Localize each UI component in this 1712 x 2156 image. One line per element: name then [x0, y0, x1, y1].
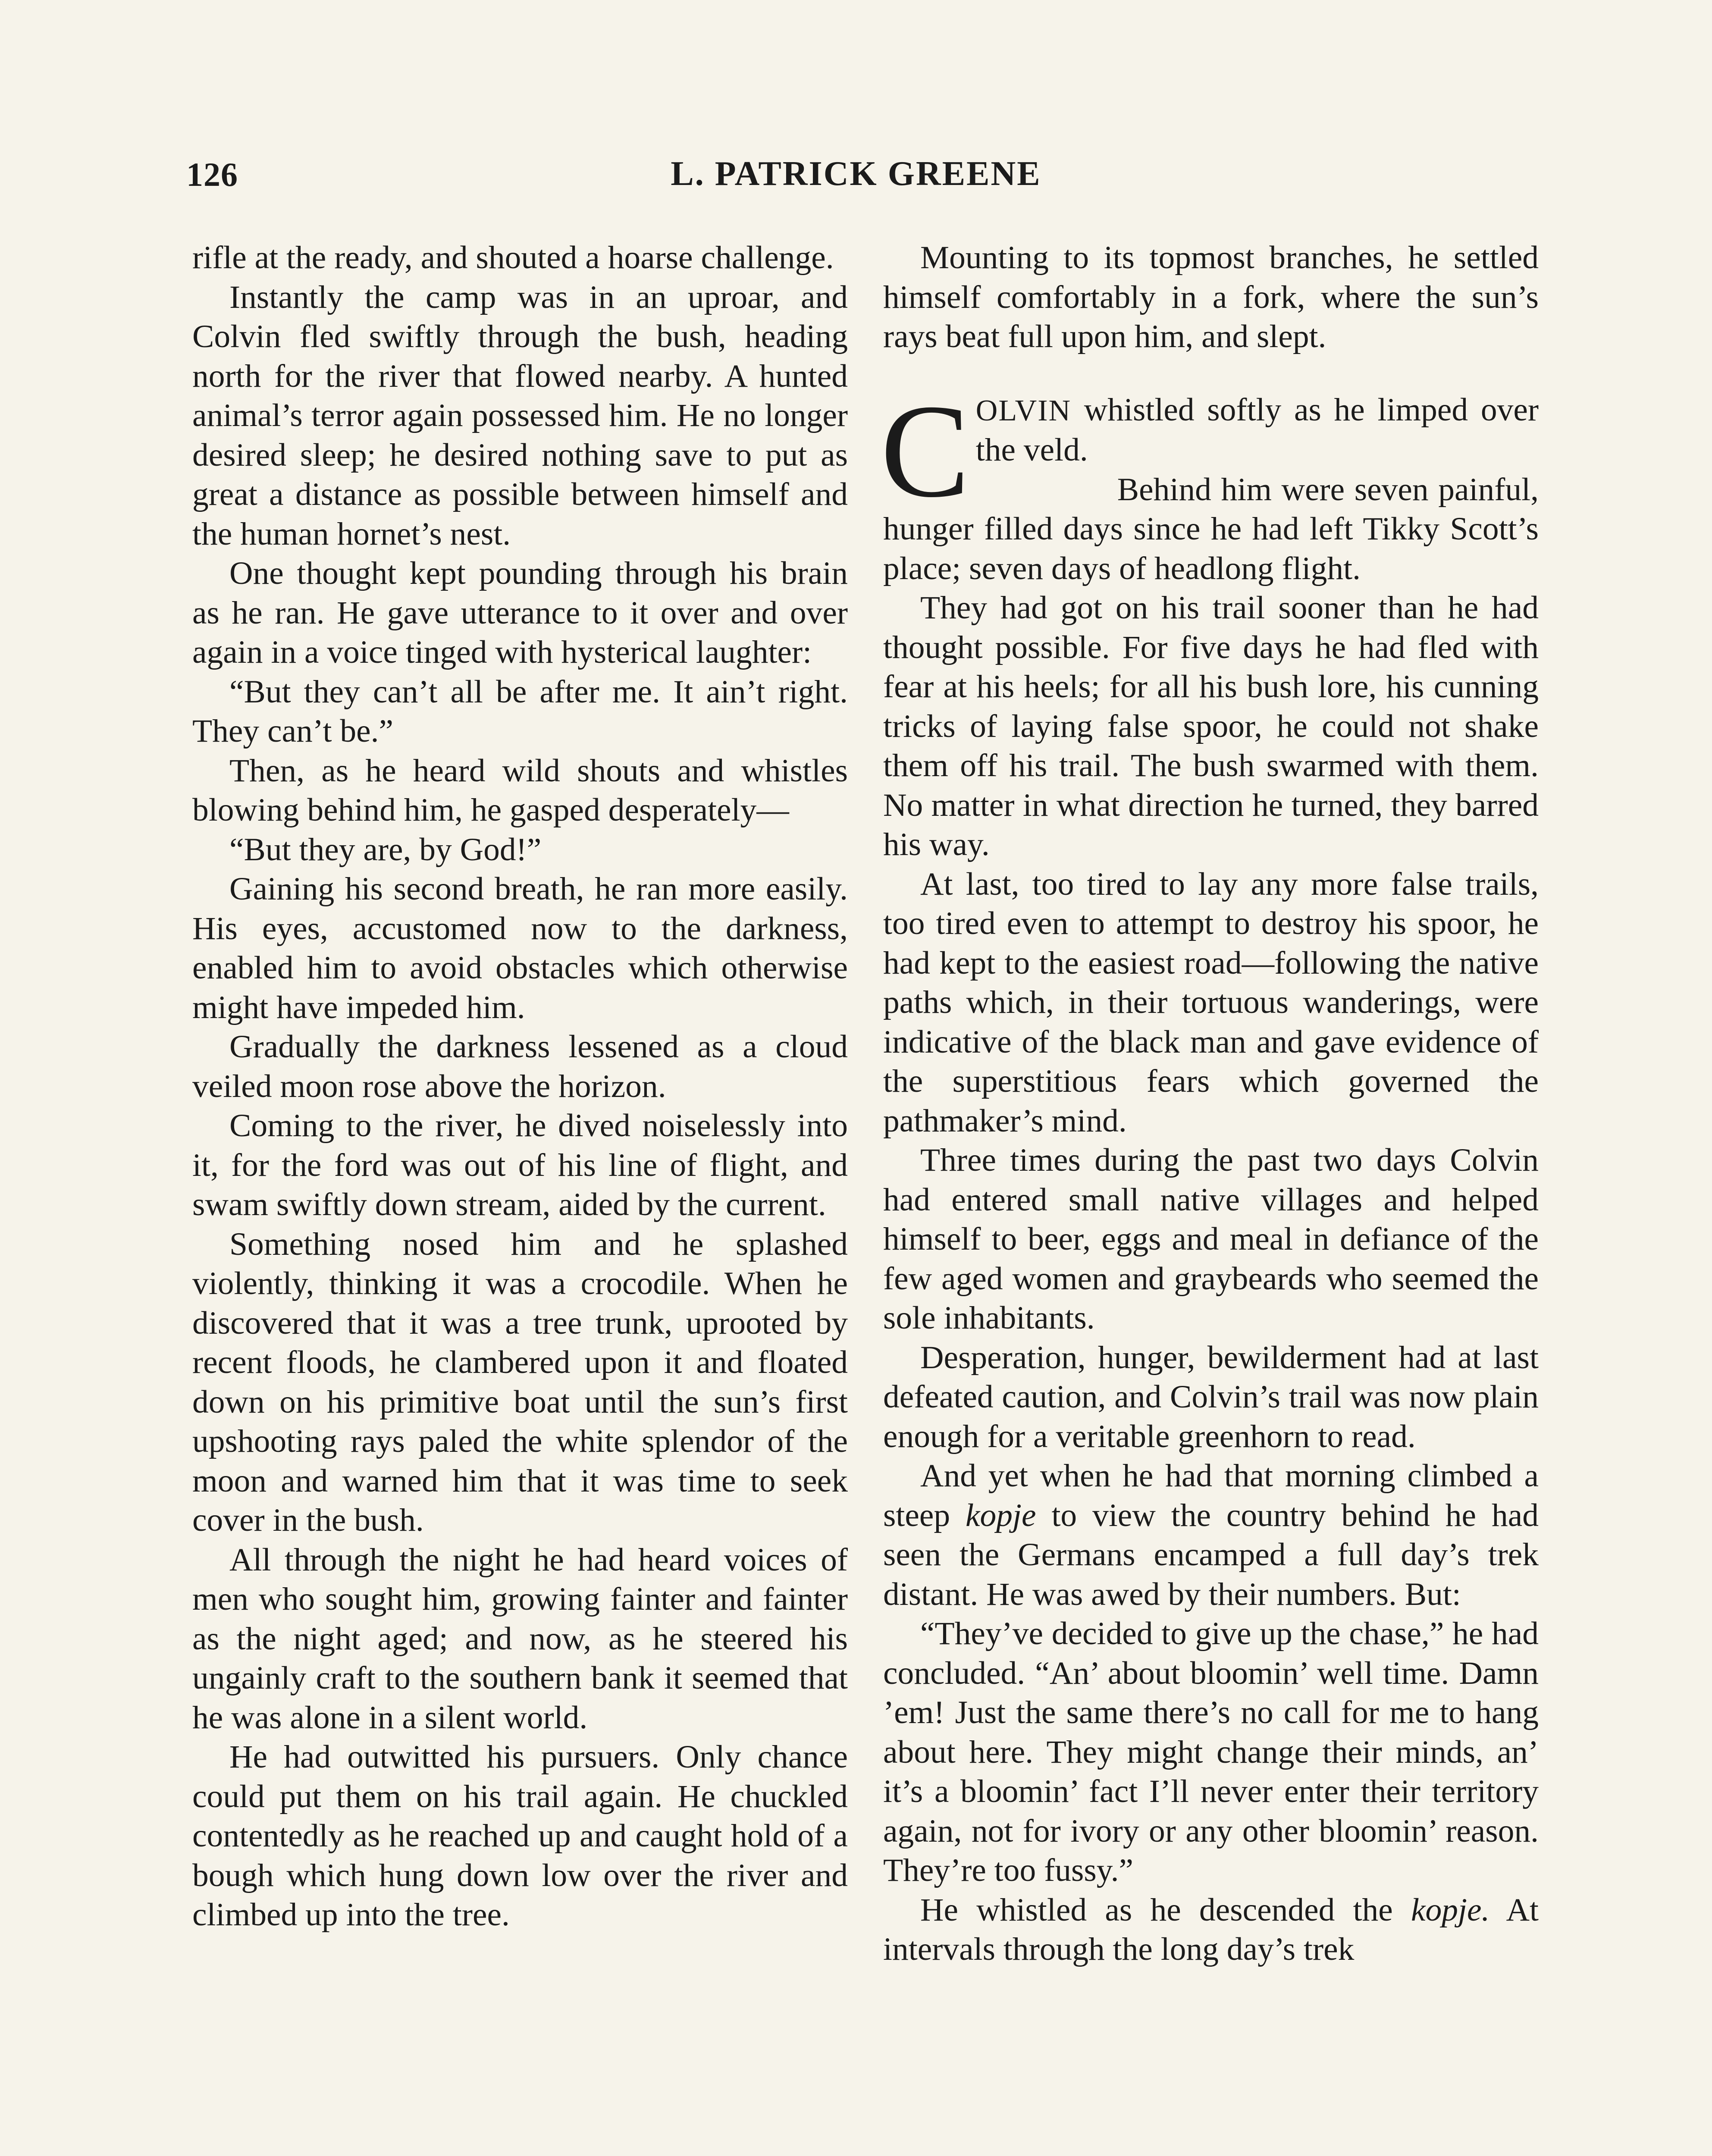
text-run: He whistled as he descended the	[920, 1892, 1411, 1928]
paragraph: Three times during the past two days Colvin had entered small native villages and helped himself to beer, eggs and meal in defiance of the few aged women and graybeards who seemed the sole inhabitants.	[883, 1142, 1539, 1336]
section-break	[883, 357, 1539, 390]
text-run: to view the country behind he had seen the Germans encamped a full day’s trek distant. He was awed by their numbers. But:	[883, 1497, 1539, 1612]
paragraph	[883, 1456, 1539, 1614]
paragraph: “But they can’t all be after me. It ain’t right. They can’t be.”	[192, 674, 848, 749]
running-head: L. PATRICK GREENE	[671, 155, 1041, 193]
paragraph: They had got on his trail sooner than he had thought possible. For five days he had fled with fear at his heels; for all his bush lore, his cunning tricks of laying false spoor, he could not shake them off his trail. The bush swarmed with them. No matter in what direction he turned, they barred his way.	[883, 590, 1539, 862]
paragraph: At last, too tired to lay any more false trails, too tired even to attempt to destroy his spoor, he had kept to the easiest road—following the native paths which, in their tortuous wanderings, were indicative of the black man and gave evidence of the superstitious fears which governed the pathmaker’s mind.	[883, 866, 1539, 1139]
paragraph: One thought kept pounding through his brain as he ran. He gave utterance to it over and over again in a voice tinged with hysterical laughter:	[192, 555, 848, 670]
paragraph: Desperation, hunger, bewilderment had at last defeated caution, and Colvin’s trail was now plain enough for a veritable greenhorn to read.	[883, 1339, 1539, 1454]
right-column	[883, 238, 1539, 1969]
drop-cap: C	[881, 377, 970, 525]
opening-text: whistled softly as he limped over the veld.	[975, 392, 1539, 468]
paragraph: Mounting to its topmost branches, he settled himself comfortably in a fork, where the sun’s rays beat full upon him, and slept.	[883, 240, 1539, 354]
paragraph: Gaining his second breath, he ran more easily. His eyes, accustomed now to the darkness, enabled him to avoid obstacles which otherwise might have impeded him.	[192, 871, 848, 1025]
paragraph: Coming to the river, he dived noiselessly into it, for the ford was out of his line of flight, and swam swiftly down stream, aided by the current.	[192, 1108, 848, 1222]
text-run: And yet when he had that morning climbed a steep	[883, 1458, 1539, 1533]
drop-cap-word-rest: OLVIN	[975, 394, 1072, 427]
italic-word: kopje.	[1411, 1892, 1490, 1928]
paragraph: Then, as he heard wild shouts and whistles blowing behind him, he gasped desperately—	[192, 752, 848, 828]
text-run: At intervals through the long day’s trek	[883, 1892, 1539, 1967]
paragraph: Something nosed him and he splashed violently, thinking it was a crocodile. When he discovered that it was a tree trunk, uprooted by recent floods, he clambered upon it and floated down on his primitive boat until the sun’s first upshooting rays paled the white splendor of the moon and warned him that it was time to seek cover in the bush.	[192, 1226, 848, 1538]
paragraph: Behind him were seven painful, hunger filled days since he had left Tikky Scott’s place; seven days of headlong flight.	[883, 471, 1539, 586]
page-number: 126	[186, 156, 238, 193]
paragraph: “But they are, by God!”	[229, 831, 542, 868]
paragraph: Gradually the darkness lessened as a cloud veiled moon rose above the horizon.	[192, 1029, 848, 1104]
paragraph: He had outwitted his pursuers. Only chance could put them on his trail again. He chuckled contentedly as he reached up and caught hold of a bough which hung down low over the river and climbed up into the tree.	[192, 1739, 848, 1933]
paragraph: “They’ve decided to give up the chase,” he had concluded. “An’ about bloomin’ well time. Damn ’em! Just the same there’s no call for me to hang about here. They might change their minds, an’ it’s a bloomin’ fact I’ll never enter their territory again, not for ivory or any other bloomin’ reason. They’re too fussy.”	[883, 1616, 1539, 1888]
paragraph: All through the night he had heard voices of men who sought him, growing fainter and fainter as the night aged; and now, as he steered his ungainly craft to the southern bank it seemed that he was alone in a silent world.	[192, 1542, 848, 1736]
paragraph: Instantly the camp was in an uproar, and Colvin fled swiftly through the bush, heading north for the river that flowed nearby. A hunted animal’s terror again possessed him. He no longer desired sleep; he desired nothing save to put as great a distance as possible between himself and the human hornet’s nest.	[192, 279, 848, 552]
paragraph: rifle at the ready, and shouted a hoarse challenge.	[192, 240, 834, 276]
italic-word: kopje	[966, 1497, 1036, 1533]
section-opening-paragraph	[881, 377, 1539, 525]
left-column	[192, 238, 848, 1935]
paragraph	[883, 1890, 1539, 1969]
